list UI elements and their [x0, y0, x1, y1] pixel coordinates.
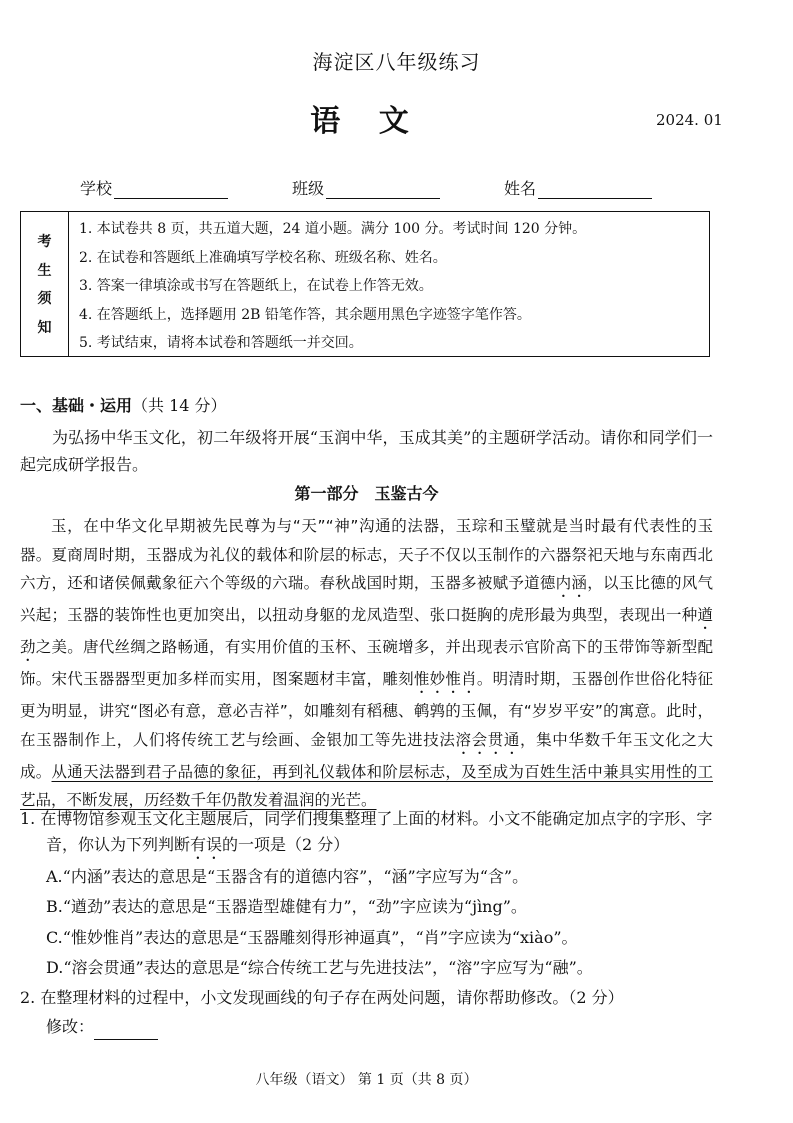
section-title	[20, 393, 227, 416]
revise-line	[46, 1014, 739, 1040]
section-title-text: 一、基础・运用	[20, 396, 133, 415]
school-blank[interactable]	[114, 180, 228, 199]
question-text: 在整理材料的过程中，小文发现画线的句子存在两处问题，请你帮助修改。（2 分）	[40, 988, 624, 1007]
revise-label: 修改：	[46, 1017, 95, 1036]
passage-text: 之美。唐代丝绸之路畅通，有实用价值的玉杯、玉碗增多，并出现表示官阶高下的玉带饰等新型配饰。宋代玉器器型更加多样而实用，图案题材丰富，雕刻	[20, 638, 713, 689]
passage-text: ，集中华数千年玉文化之大成。	[20, 730, 713, 781]
notice-item: 5. 考试结束，请将本试卷和答题纸一并交回。	[79, 335, 363, 351]
school-label: 学校	[80, 179, 113, 198]
section-intro: 为弘扬中华玉文化，初二年级将开展“玉润中华，玉成其美”的主题研学活动。请你和同学们一起完成研学报告。	[20, 428, 713, 474]
notice-item: 4. 在答题纸上，选择题用 2B 铅笔作答，其余题用黑色字迹签字笔作答。	[79, 306, 531, 323]
dotted-word: 遒劲	[20, 606, 713, 657]
notice-items	[79, 215, 703, 358]
dotted-word: 有误	[190, 835, 223, 854]
notice-label-char: 考	[37, 233, 52, 250]
revise-blank[interactable]	[94, 1023, 158, 1040]
school-field	[80, 176, 228, 199]
passage-text: 玉，在中华文化早期被先民尊为与“天”“神”沟通的法器，玉琮和玉璧就是当时最有代表性的玉器。夏商周时期，玉器成为礼仪的载体和阶层的标志，天子不仅以玉制作的六器祭祀天地与东南西北六方，还和诸侯佩戴象征六个等级的六瑞。春秋战国时期，玉器多被赋予道德	[20, 517, 713, 593]
dotted-word: 内涵	[555, 574, 588, 593]
notice-label-char: 须	[37, 291, 52, 308]
exam-notice-box	[20, 211, 710, 357]
name-field	[504, 176, 652, 199]
notice-label-char: 生	[37, 262, 52, 279]
notice-item: 3. 答案一律填涂或书写在答题纸上，在试卷上作答无效。	[79, 278, 433, 294]
exam-title: 海淀区八年级练习	[312, 50, 481, 74]
notice-label-char: 知	[37, 320, 52, 337]
name-label: 姓名	[504, 179, 537, 198]
option-b[interactable]: B.“遒劲”表达的意思是“玉器造型雄健有力”，“劲”字应读为“jìng”。	[46, 897, 527, 916]
page-footer: 八年级（语文） 第 1 页（共 8 页）	[255, 1072, 478, 1088]
option-a[interactable]: A.“内涵”表达的意思是“玉器含有的道德内容”，“涵”字应写为“含”。	[46, 867, 529, 886]
question-number: 1.	[20, 809, 36, 828]
question-2	[20, 985, 713, 1011]
question-text: 的一项是（2 分）	[222, 835, 350, 854]
dotted-word: 溶会贯通	[455, 730, 521, 749]
dotted-word: 惟妙惟肖	[413, 670, 477, 689]
passage-text: ，以玉比德的风气兴起；玉器的装饰性也更加突出，以扭动身躯的龙凤造型、张口挺胸的虎形最为典型，表现出一种	[20, 574, 713, 625]
class-blank[interactable]	[326, 180, 440, 199]
notice-item: 1. 本试卷共 8 页，共五道大题，24 道小题。满分 100 分。考试时间 120 分钟。	[79, 221, 587, 237]
name-blank[interactable]	[538, 180, 652, 199]
option-d[interactable]: D.“溶会贯通”表达的意思是“综合传统工艺与先进技法”，“溶”字应写为“融”。	[46, 958, 593, 977]
class-field	[292, 176, 440, 199]
notice-label	[21, 212, 69, 356]
part-title: 第一部分 玉鉴古今	[294, 484, 439, 503]
question-text: 在博物馆参观玉文化主题展后，同学们搜集整理了上面的材料。小文不能确定加点字的字形、字音，你认为下列判断	[40, 809, 713, 854]
option-c[interactable]: C.“惟妙惟肖”表达的意思是“玉器雕刻得形神逼真”，“肖”字应读为“xiào”。	[46, 928, 578, 947]
underlined-sentence: 从通天法器到君子品德的象征，再到礼仪载体和阶层标志，及至成为百姓生活中兼具实用性的工艺品，不断发展，历经数千年仍散发着温润的光芒。	[20, 762, 713, 810]
subject-title: 语 文	[310, 104, 423, 139]
question-number: 2.	[20, 988, 36, 1007]
question-1	[20, 806, 713, 863]
section-points: （共 14 分）	[132, 396, 227, 415]
class-label: 班级	[292, 179, 325, 198]
notice-item: 2. 在试卷和答题纸上准确填写学校名称、班级名称、姓名。	[79, 249, 447, 266]
exam-date: 2024. 01	[656, 111, 723, 129]
reading-passage	[20, 512, 713, 815]
passage-text: 。明清时期，玉器创作世俗化特征更为明显，讲究“图必有意，意必吉祥”，如雕刻有稻穗、鹌鹑的玉佩，有“岁岁平安”的寓意。此时，在玉器制作上，人们将传统工艺与绘画、金银加工等先进技法	[20, 670, 713, 749]
